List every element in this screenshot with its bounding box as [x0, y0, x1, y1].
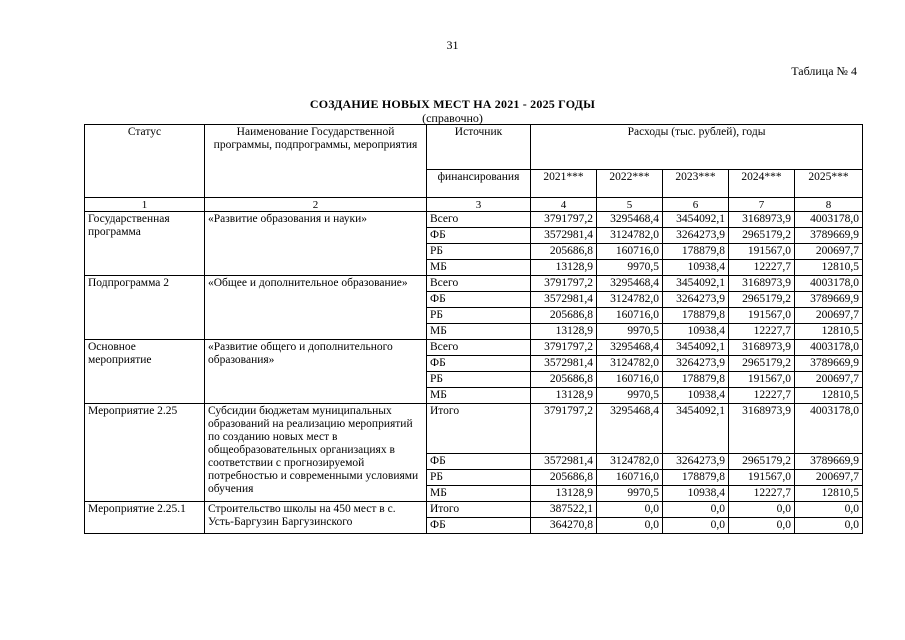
value-cell: 0,0 — [729, 518, 795, 534]
source-cell: ФБ — [427, 454, 531, 470]
value-cell: 12810,5 — [795, 486, 863, 502]
value-cell: 3572981,4 — [531, 356, 597, 372]
value-cell: 0,0 — [597, 502, 663, 518]
name-cell: Строительство школы на 450 мест в с. Усть-Баргузин Баргузинского — [205, 502, 427, 534]
value-cell: 12227,7 — [729, 260, 795, 276]
source-cell: Всего — [427, 212, 531, 228]
value-cell: 12810,5 — [795, 324, 863, 340]
value-cell: 3789669,9 — [795, 454, 863, 470]
value-cell: 3295468,4 — [597, 340, 663, 356]
value-cell: 200697,7 — [795, 372, 863, 388]
value-cell: 200697,7 — [795, 470, 863, 486]
value-cell: 205686,8 — [531, 372, 597, 388]
column-number: 6 — [663, 198, 729, 212]
header-year: 2024*** — [729, 170, 795, 198]
value-cell: 160716,0 — [597, 372, 663, 388]
document-title: СОЗДАНИЕ НОВЫХ МЕСТ НА 2021 - 2025 ГОДЫ — [309, 97, 596, 111]
value-cell: 191567,0 — [729, 308, 795, 324]
value-cell: 3789669,9 — [795, 356, 863, 372]
value-cell: 2965179,2 — [729, 292, 795, 308]
source-cell: РБ — [427, 470, 531, 486]
value-cell: 9970,5 — [597, 388, 663, 404]
value-cell: 13128,9 — [531, 324, 597, 340]
header-year: 2021*** — [531, 170, 597, 198]
table-row — [85, 276, 863, 292]
value-cell: 3124782,0 — [597, 454, 663, 470]
value-cell: 3264273,9 — [663, 356, 729, 372]
source-cell: МБ — [427, 388, 531, 404]
value-cell: 3791797,2 — [531, 212, 597, 228]
value-cell: 3791797,2 — [531, 340, 597, 356]
value-cell: 3168973,9 — [729, 212, 795, 228]
value-cell: 10938,4 — [663, 324, 729, 340]
name-cell: Субсидии бюджетам муниципальных образований на реализацию мероприятий по созданию новых мест в общеобразовательных организациях в соответствии с прогнозируемой потребностью и современными условиями обучения — [205, 404, 427, 502]
column-number: 3 — [427, 198, 531, 212]
header-row-top — [85, 125, 863, 170]
value-cell: 9970,5 — [597, 486, 663, 502]
value-cell: 12227,7 — [729, 324, 795, 340]
value-cell: 4003178,0 — [795, 340, 863, 356]
table-row — [85, 404, 863, 454]
status-cell: Основное мероприятие — [85, 340, 205, 404]
source-cell: РБ — [427, 244, 531, 260]
value-cell: 2965179,2 — [729, 454, 795, 470]
value-cell: 3264273,9 — [663, 228, 729, 244]
value-cell: 10938,4 — [663, 486, 729, 502]
value-cell: 3295468,4 — [597, 404, 663, 454]
header-status: Статус — [85, 125, 205, 198]
value-cell: 178879,8 — [663, 244, 729, 260]
value-cell: 2965179,2 — [729, 228, 795, 244]
table-label: Таблица № 4 — [791, 64, 857, 78]
name-cell: «Развитие образования и науки» — [205, 212, 427, 276]
value-cell: 191567,0 — [729, 470, 795, 486]
header-year: 2022*** — [597, 170, 663, 198]
status-cell: Государственная программа — [85, 212, 205, 276]
value-cell: 0,0 — [663, 518, 729, 534]
value-cell: 200697,7 — [795, 244, 863, 260]
value-cell: 178879,8 — [663, 372, 729, 388]
value-cell: 3124782,0 — [597, 228, 663, 244]
value-cell: 3295468,4 — [597, 276, 663, 292]
value-cell: 4003178,0 — [795, 404, 863, 454]
name-cell: «Развитие общего и дополнительного образования» — [205, 340, 427, 404]
value-cell: 12227,7 — [729, 486, 795, 502]
source-cell: ФБ — [427, 292, 531, 308]
column-number: 7 — [729, 198, 795, 212]
source-cell: МБ — [427, 260, 531, 276]
status-cell: Мероприятие 2.25.1 — [85, 502, 205, 534]
value-cell: 205686,8 — [531, 308, 597, 324]
value-cell: 3572981,4 — [531, 454, 597, 470]
value-cell: 3791797,2 — [531, 276, 597, 292]
value-cell: 3264273,9 — [663, 292, 729, 308]
source-cell: Итого — [427, 404, 531, 454]
header-name: Наименование Государственной программы, подпрограммы, мероприятия — [205, 125, 427, 198]
header-source-top: Источник — [427, 125, 531, 170]
value-cell: 12810,5 — [795, 260, 863, 276]
status-cell: Мероприятие 2.25 — [85, 404, 205, 502]
source-cell: Всего — [427, 276, 531, 292]
source-cell: МБ — [427, 324, 531, 340]
source-cell: Всего — [427, 340, 531, 356]
column-number: 8 — [795, 198, 863, 212]
value-cell: 13128,9 — [531, 486, 597, 502]
source-cell: РБ — [427, 308, 531, 324]
status-cell: Подпрограмма 2 — [85, 276, 205, 340]
value-cell: 205686,8 — [531, 244, 597, 260]
value-cell: 387522,1 — [531, 502, 597, 518]
value-cell: 10938,4 — [663, 260, 729, 276]
table-row — [85, 340, 863, 356]
column-number: 4 — [531, 198, 597, 212]
value-cell: 0,0 — [795, 502, 863, 518]
value-cell: 4003178,0 — [795, 212, 863, 228]
header-year: 2023*** — [663, 170, 729, 198]
header-row-numbers — [85, 198, 863, 212]
table-row — [85, 502, 863, 518]
page-number: 31 — [446, 38, 459, 52]
value-cell: 3572981,4 — [531, 292, 597, 308]
value-cell: 9970,5 — [597, 324, 663, 340]
value-cell: 160716,0 — [597, 470, 663, 486]
expenses-table — [84, 124, 863, 534]
header-year: 2025*** — [795, 170, 863, 198]
table-row — [85, 212, 863, 228]
value-cell: 3168973,9 — [729, 340, 795, 356]
source-cell: ФБ — [427, 228, 531, 244]
value-cell: 3454092,1 — [663, 340, 729, 356]
value-cell: 12810,5 — [795, 388, 863, 404]
column-number: 2 — [205, 198, 427, 212]
value-cell: 2965179,2 — [729, 356, 795, 372]
value-cell: 191567,0 — [729, 244, 795, 260]
value-cell: 3168973,9 — [729, 276, 795, 292]
value-cell: 200697,7 — [795, 308, 863, 324]
value-cell: 0,0 — [597, 518, 663, 534]
value-cell: 0,0 — [729, 502, 795, 518]
value-cell: 364270,8 — [531, 518, 597, 534]
value-cell: 12227,7 — [729, 388, 795, 404]
value-cell: 13128,9 — [531, 388, 597, 404]
value-cell: 178879,8 — [663, 308, 729, 324]
source-cell: РБ — [427, 372, 531, 388]
value-cell: 3124782,0 — [597, 356, 663, 372]
source-cell: ФБ — [427, 518, 531, 534]
value-cell: 160716,0 — [597, 308, 663, 324]
value-cell: 160716,0 — [597, 244, 663, 260]
header-expenses: Расходы (тыс. рублей), годы — [531, 125, 863, 170]
value-cell: 3124782,0 — [597, 292, 663, 308]
value-cell: 178879,8 — [663, 470, 729, 486]
value-cell: 3454092,1 — [663, 212, 729, 228]
value-cell: 4003178,0 — [795, 276, 863, 292]
value-cell: 3264273,9 — [663, 454, 729, 470]
value-cell: 3168973,9 — [729, 404, 795, 454]
header-source-bottom: финансирования — [427, 170, 531, 198]
value-cell: 0,0 — [663, 502, 729, 518]
source-cell: ФБ — [427, 356, 531, 372]
value-cell: 3789669,9 — [795, 228, 863, 244]
value-cell: 3572981,4 — [531, 228, 597, 244]
value-cell: 9970,5 — [597, 260, 663, 276]
value-cell: 13128,9 — [531, 260, 597, 276]
value-cell: 3454092,1 — [663, 404, 729, 454]
value-cell: 205686,8 — [531, 470, 597, 486]
source-cell: МБ — [427, 486, 531, 502]
value-cell: 10938,4 — [663, 388, 729, 404]
value-cell: 3791797,2 — [531, 404, 597, 454]
value-cell: 3295468,4 — [597, 212, 663, 228]
value-cell: 0,0 — [795, 518, 863, 534]
value-cell: 191567,0 — [729, 372, 795, 388]
column-number: 5 — [597, 198, 663, 212]
column-number: 1 — [85, 198, 205, 212]
value-cell: 3454092,1 — [663, 276, 729, 292]
name-cell: «Общее и дополнительное образование» — [205, 276, 427, 340]
document-subtitle: (справочно) — [422, 111, 483, 125]
value-cell: 3789669,9 — [795, 292, 863, 308]
source-cell: Итого — [427, 502, 531, 518]
